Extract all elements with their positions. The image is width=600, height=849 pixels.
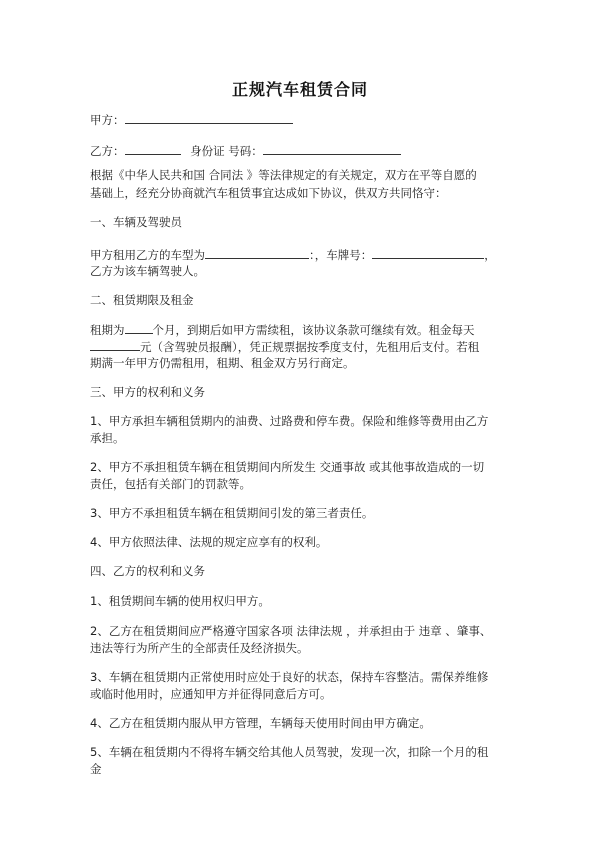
section-1-heading: 一、车辆及驾驶员 (90, 215, 182, 229)
comma: ， (484, 248, 496, 262)
section-3-item-3: 3、甲方不承担租赁车辆在租赁期间引发的第三者责任。 (90, 506, 374, 520)
section-4-heading: 四、乙方的权利和义务 (90, 564, 205, 578)
section-1-line-2: 乙方为该车辆驾驶人。 (90, 264, 205, 278)
section-2-line-3: 期满一年甲方仍需租用，租期、租金双方另行商定。 (90, 356, 355, 370)
plate-number-blank (372, 246, 484, 259)
section-4-item-3-line-1: 3、车辆在租赁期内正常使用时应处于良好的状态，保持车容整洁。需保养维修 (90, 670, 489, 684)
section-3-item-4: 4、甲方依照法律、法规的规定应享有的权利。 (90, 535, 328, 549)
daily-rent-blank (90, 338, 140, 351)
id-number-blank (263, 142, 401, 155)
section-4-item-2-line-1: 2、乙方在租赁期间应严格遵守国家各项 法律法规 ，并承担由于 违章 、肇事、 (90, 624, 492, 638)
section-1-line-1 (90, 246, 520, 264)
section-3-item-2-line-1: 2、甲方不承担租赁车辆在租赁期间内所发生 交通事故 或其他事故造成的一切 (90, 460, 485, 474)
party-b-label: 乙方： (90, 144, 125, 158)
section-4-item-2-line-2: 违法等行为所产生的全部责任及经济损失。 (90, 641, 309, 655)
section-3-item-1-line-2: 承担。 (90, 431, 125, 445)
section-2-line-1 (90, 321, 520, 339)
rent-text: 元（含驾驶员报酬），凭正规票据按季度支付，先租用后支付。若租 (140, 340, 480, 354)
term-text: 个月，到期后如甲方需续租，该协议条款可继续有效。租金每天 (152, 323, 475, 337)
intro-line-2: 基础上，经充分协商就汽车租赁事宜达成如下协议，供双方共同恪守： (90, 186, 447, 200)
intro-line-1: 根据《中华人民共和国 合同法 》等法律规定的有关规定，双方在平等自愿的 (90, 168, 477, 182)
section-4-item-1: 1、租赁期间车辆的使用权归甲方。 (90, 594, 270, 608)
plate-number-label: ：，车牌号： (309, 248, 373, 262)
section-2-line-2 (90, 338, 520, 356)
party-b-line (90, 142, 520, 160)
section-4-item-5-line-2: 金 (90, 762, 102, 776)
vehicle-model-label: 甲方租用乙方的车型为 (90, 248, 205, 262)
party-b-name-blank (125, 142, 181, 155)
term-label: 租期为 (90, 323, 125, 337)
section-2-heading: 二、租赁期限及租金 (90, 293, 194, 307)
party-a-label: 甲方： (90, 113, 125, 127)
document-title: 正规汽车租赁合同 (231, 80, 368, 99)
section-4-item-3-line-2: 或临时他用时，应通知甲方并征得同意后方可。 (90, 687, 332, 701)
section-3-item-2-line-2: 责任，包括有关部门的罚款等。 (90, 477, 251, 491)
term-months-blank (125, 321, 153, 334)
section-3-heading: 三、甲方的权利和义务 (90, 385, 205, 399)
section-4-item-5-line-1: 5、车辆在租赁期内不得将车辆交给其他人员驾驶，发现一次，扣除一个月的租 (90, 745, 489, 759)
section-3-item-1-line-1: 1、甲方承担车辆租赁期内的油费、过路费和停车费。保险和维修等费用由乙方 (90, 414, 489, 428)
section-4-item-4: 4、乙方在租赁期内服从甲方管理，车辆每天使用时间由甲方确定。 (90, 716, 431, 730)
vehicle-model-blank (205, 246, 309, 259)
id-number-label: 身份证 号码： (190, 144, 263, 158)
party-a-line (90, 111, 520, 129)
party-a-blank (125, 111, 293, 124)
